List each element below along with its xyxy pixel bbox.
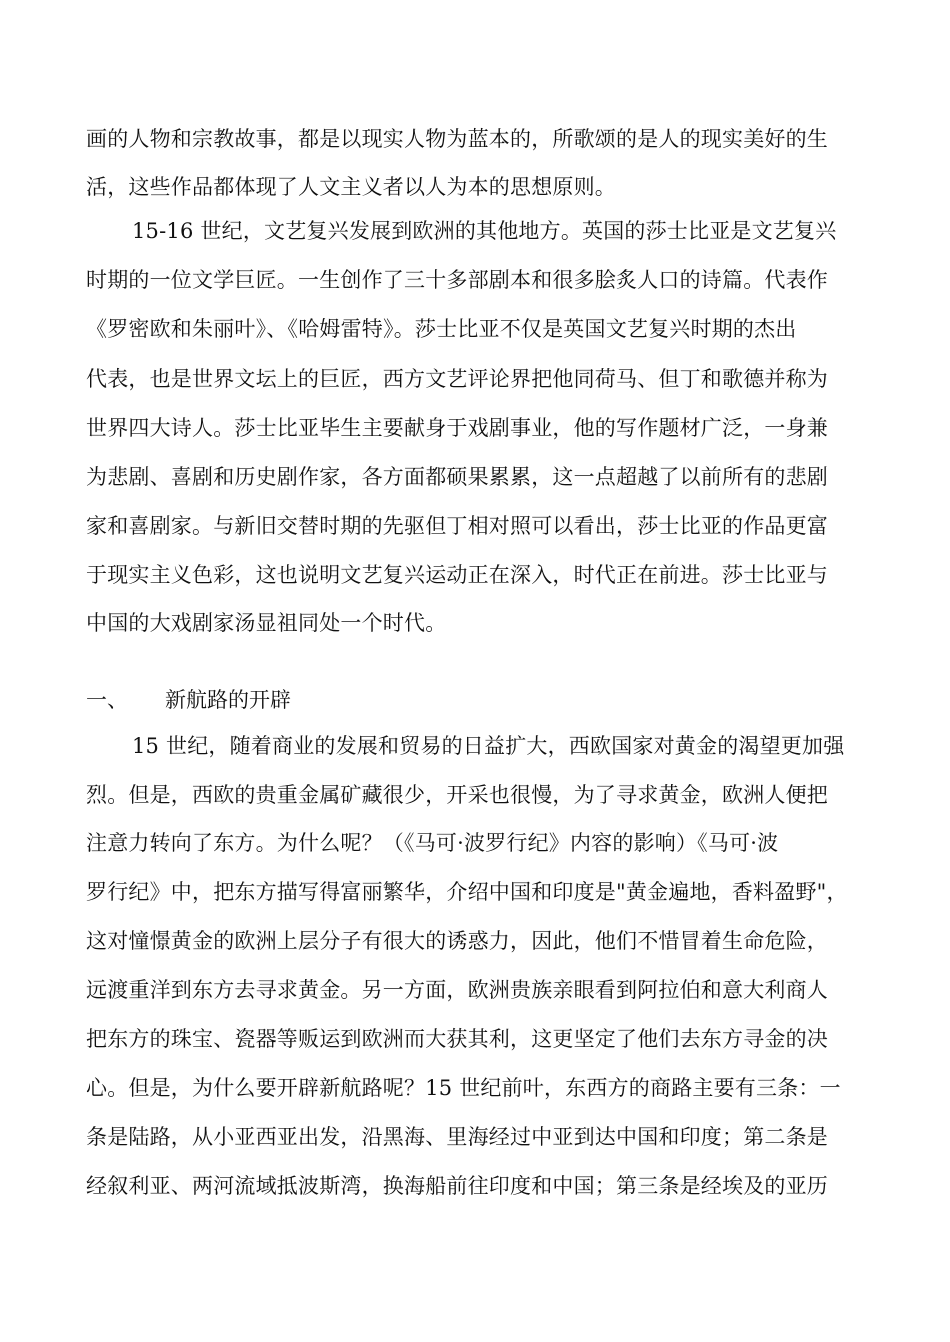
paragraph-line: 于现实主义色彩，这也说明文艺复兴运动正在深入，时代正在前进。莎士比亚与 [86, 563, 828, 587]
paragraph-line: 中国的大戏剧家汤显祖同处一个时代。 [86, 611, 447, 635]
section-title: 新航路的开辟 [165, 688, 291, 712]
paragraph-line: 经叙利亚、两河流域抵波斯湾，换海船前往印度和中国；第三条是经埃及的亚历 [86, 1174, 828, 1198]
paragraph-line: 代表，也是世界文坛上的巨匠，西方文艺评论界把他同荷马、但丁和歌德并称为 [86, 367, 828, 391]
paragraph-line: 为悲剧、喜剧和历史剧作家，各方面都硕果累累，这一点超越了以前所有的悲剧 [86, 465, 828, 489]
paragraph-line: 远渡重洋到东方去寻求黄金。另一方面，欧洲贵族亲眼看到阿拉伯和意大利商人 [86, 978, 828, 1002]
section-number: 一、 [86, 688, 128, 712]
paragraph-line: 注意力转向了东方。为什么呢？（《马可·波罗行纪》内容的影响）《马可·波 [86, 831, 779, 855]
paragraph-line: 条是陆路，从小亚西亚出发，沿黑海、里海经过中亚到达中国和印度；第二条是 [86, 1125, 828, 1149]
paragraph-line: 15 世纪，随着商业的发展和贸易的日益扩大，西欧国家对黄金的渴望更加强 [132, 734, 845, 758]
paragraph-line: 家和喜剧家。与新旧交替时期的先驱但丁相对照可以看出，莎士比亚的作品更富 [86, 514, 828, 538]
paragraph-line: 15-16 世纪，文艺复兴发展到欧洲的其他地方。英国的莎士比亚是文艺复兴 [132, 219, 837, 243]
paragraph-line: 心。但是，为什么要开辟新航路呢？15 世纪前叶，东西方的商路主要有三条：一 [86, 1076, 841, 1100]
paragraph-line: 这对憧憬黄金的欧洲上层分子有很大的诱惑力，因此，他们不惜冒着生命危险， [86, 929, 828, 953]
paragraph-line: 画的人物和宗教故事，都是以现实人物为蓝本的，所歌颂的是人的现实美好的生 [86, 127, 828, 151]
paragraph-line: 把东方的珠宝、瓷器等贩运到欧洲而大获其利，这更坚定了他们去东方寻金的决 [86, 1027, 828, 1051]
paragraph-line: 活，这些作品都体现了人文主义者以人为本的思想原则。 [86, 175, 616, 199]
paragraph-line: 《罗密欧和朱丽叶》、《哈姆雷特》。莎士比亚不仅是英国文艺复兴时期的杰出 [86, 317, 797, 341]
paragraph-line: 罗行纪》中，把东方描写得富丽繁华，介绍中国和印度是"黄金遍地，香料盈野"， [86, 880, 848, 904]
paragraph-line: 时期的一位文学巨匠。一生创作了三十多部剧本和很多脍炙人口的诗篇。代表作 [86, 268, 828, 292]
paragraph-line: 烈。但是，西欧的贵重金属矿藏很少，开采也很慢，为了寻求黄金，欧洲人便把 [86, 783, 828, 807]
paragraph-line: 世界四大诗人。莎士比亚毕生主要献身于戏剧事业，他的写作题材广泛，一身兼 [86, 416, 828, 440]
